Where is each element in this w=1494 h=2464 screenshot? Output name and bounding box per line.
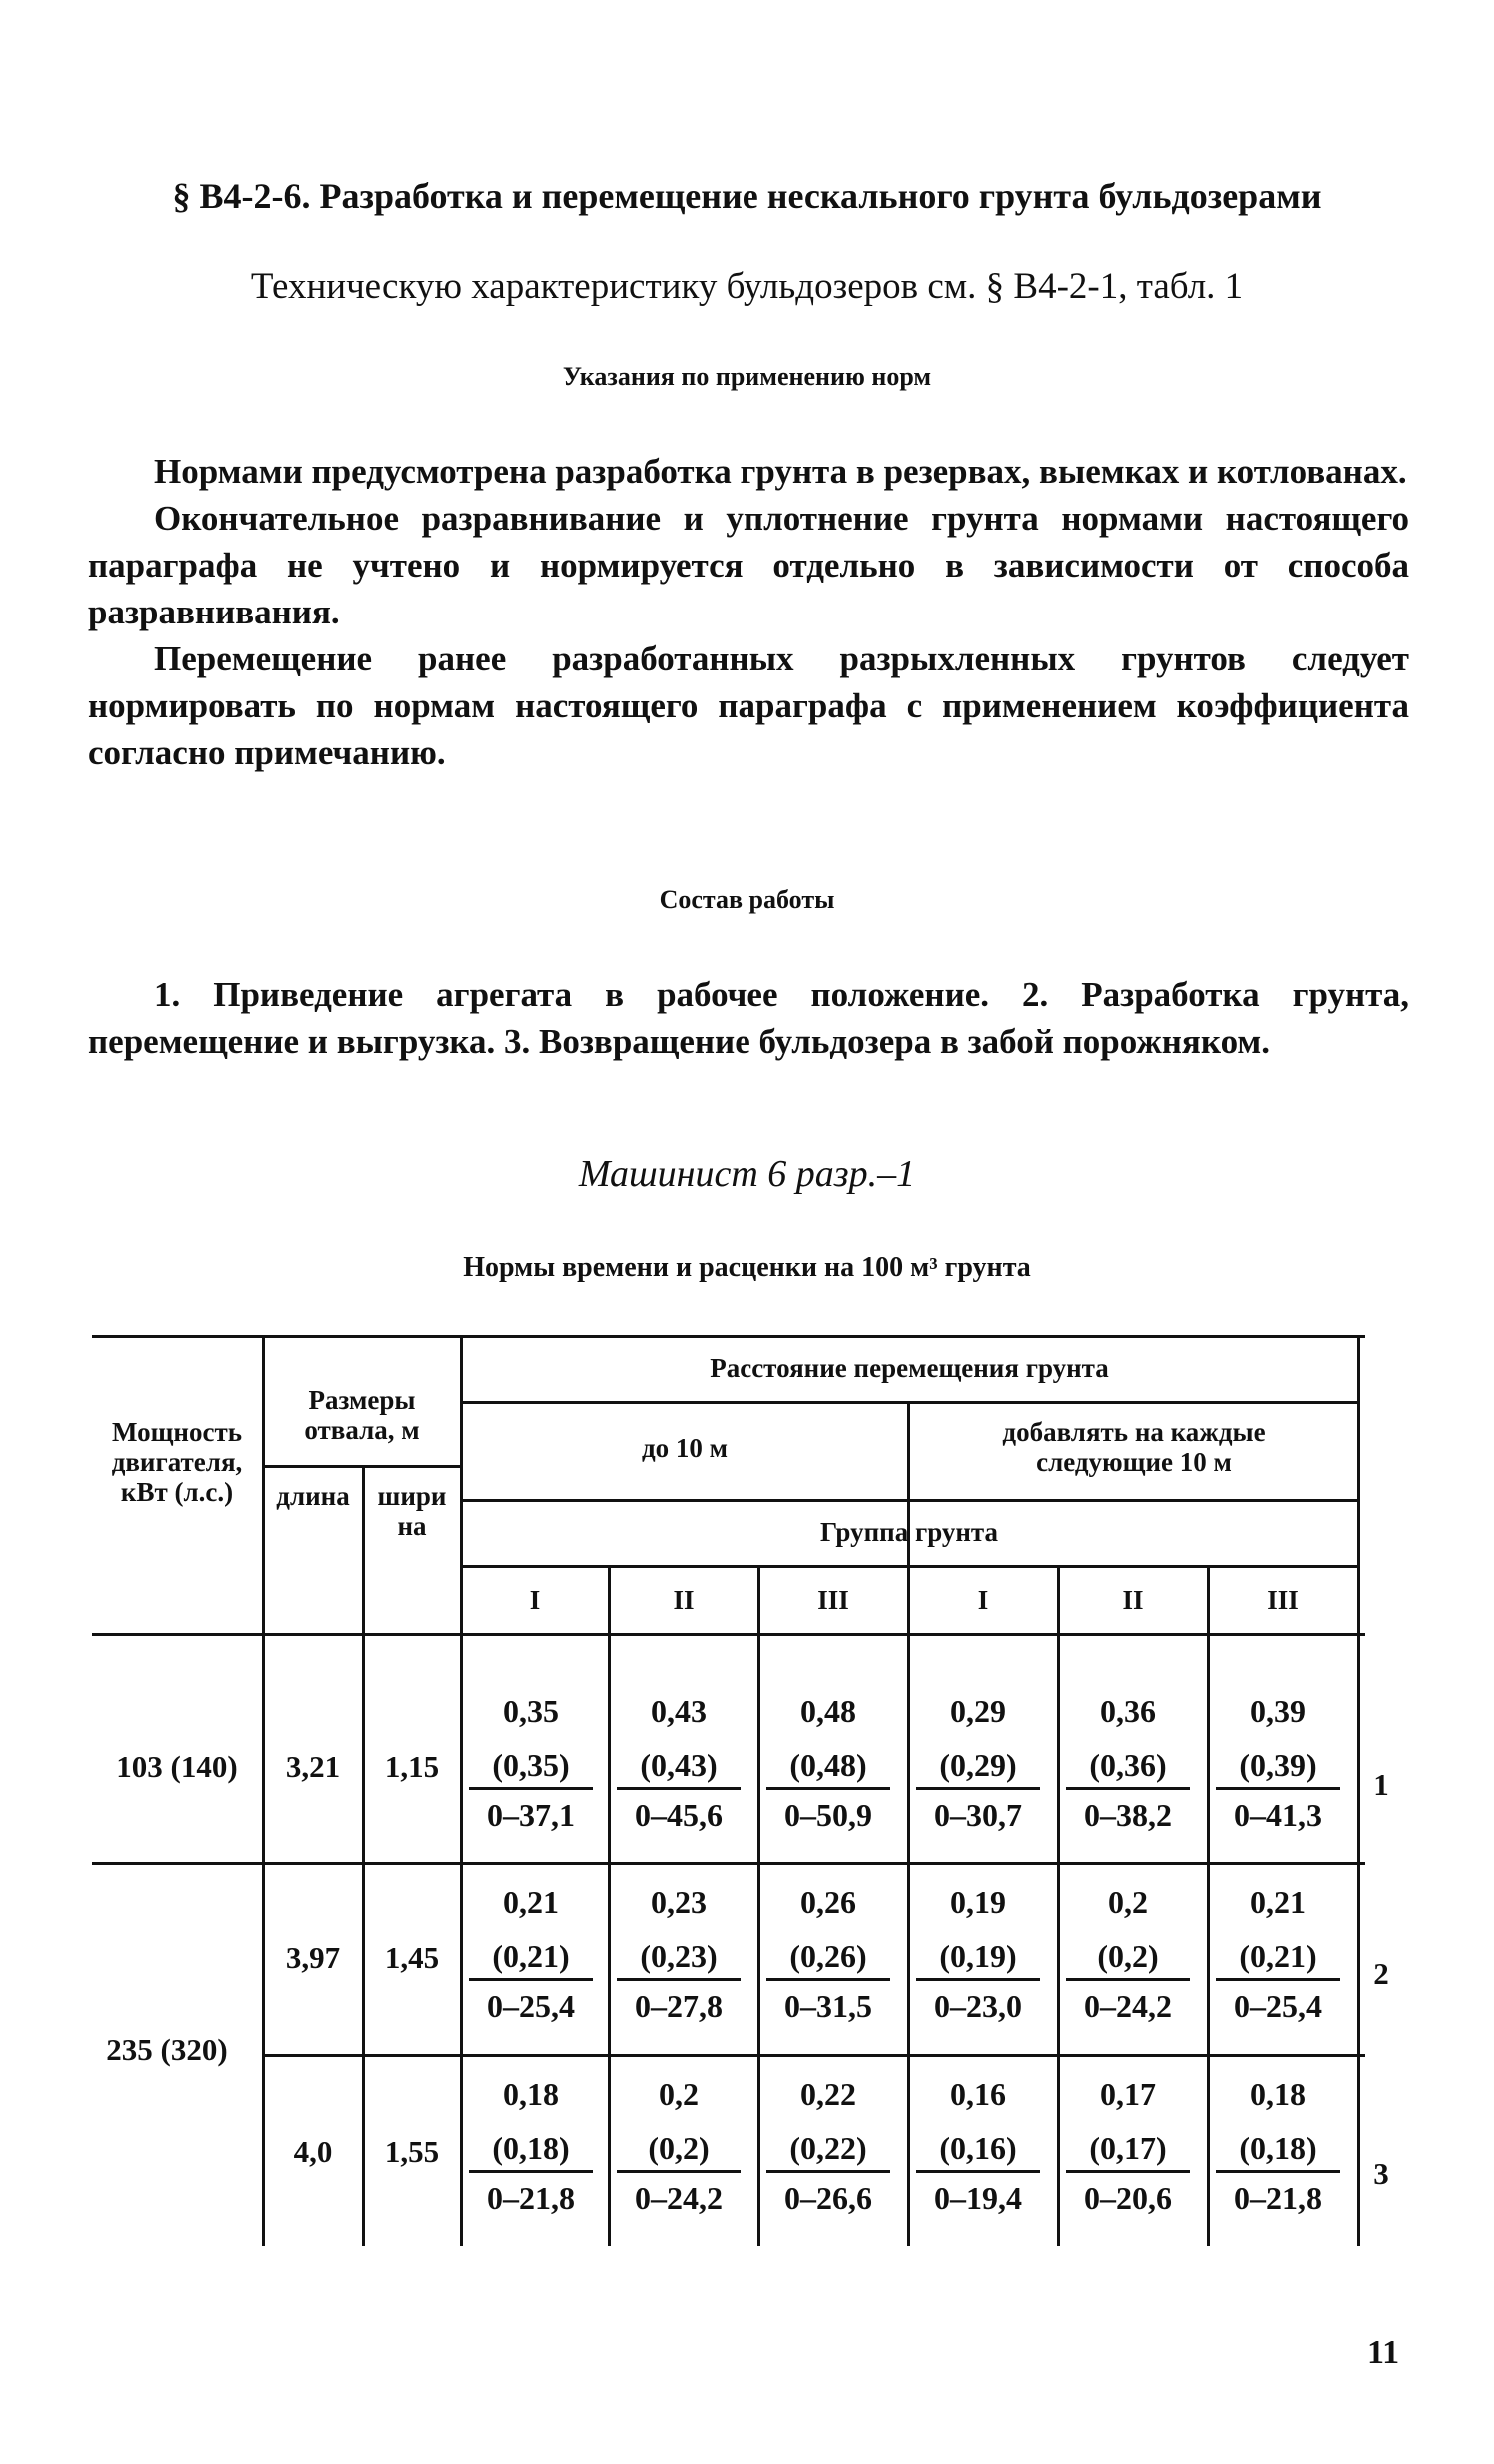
fraction-line: [1066, 2170, 1190, 2173]
norm-time-value: 0,21: [503, 1884, 559, 1920]
fraction-line: [1216, 1787, 1340, 1790]
guidance-paragraph-2: Окончательное разравнивание и уплотнение грунта нормами настоящего параграфа не учтено и нормируется отдельно в зависимости от способа разравнивания.: [88, 499, 1409, 631]
fraction-line: [617, 1787, 741, 1790]
section-heading: § В4-2-6. Разработка и перемещение нескального грунта бульдозерами: [172, 176, 1322, 216]
norm-time-value: 0,17: [1100, 2076, 1156, 2112]
vline-8: [1207, 1565, 1210, 2246]
fraction-line: [766, 1787, 890, 1790]
norm-time-value: 0,21: [1250, 1884, 1306, 1920]
guidance-paragraph-3: Перемещение ранее разработанных разрыхленных грунтов следует нормировать по нормам настоящего параграфа с применением коэффициента согласно примечанию.: [88, 639, 1409, 772]
rate-value: 0–38,2: [1084, 1797, 1172, 1833]
vline-7: [1057, 1565, 1060, 2246]
norm-time-value: 0,18: [1250, 2076, 1306, 2112]
fraction-line: [469, 1787, 593, 1790]
header-width: ширина: [377, 1481, 447, 1541]
norm-time-value: 0,2: [1108, 1884, 1148, 1920]
norm-time-value: 0,19: [950, 1884, 1006, 1920]
rule-distance-sub: [462, 1499, 1359, 1502]
group-ii-a: II: [673, 1585, 695, 1615]
vline-5: [757, 1565, 760, 2246]
vline-4: [608, 1565, 611, 2246]
subheading: Техническую характеристику бульдозеров см. § В4-2-1, табл. 1: [250, 266, 1244, 307]
norm-time-value: 0,29: [950, 1693, 1006, 1729]
rate-value: 0–19,4: [934, 2180, 1022, 2216]
norm-time-value: 0,2: [659, 2076, 699, 2112]
norm-time-value: 0,48: [800, 1693, 856, 1729]
header-upto10: до 10 м: [641, 1433, 729, 1463]
rate-value: 0–21,8: [1234, 2180, 1322, 2216]
vline-3: [460, 1335, 463, 2246]
rate-value: 0–25,4: [487, 1988, 575, 2024]
work-text: [88, 971, 1409, 1065]
fraction-line: [1216, 2170, 1340, 2173]
vline-1: [262, 1335, 265, 2246]
group-i-b: I: [977, 1585, 989, 1615]
row1-length: 3,21: [285, 1749, 341, 1784]
norm-time-paren: (0,48): [789, 1747, 867, 1783]
work-paragraph: 1. Приведение агрегата в рабочее положение. 2. Разработка грунта, перемещение и выгрузка. 3. Возвращение бульдозера в забой порожняком.: [88, 975, 1409, 1061]
row1-width: 1,15: [384, 1749, 440, 1784]
header-length: длина: [276, 1481, 350, 1511]
rate-value: 0–27,8: [635, 1988, 723, 2024]
rate-value: 0–45,6: [635, 1797, 723, 1833]
rate-value: 0–50,9: [784, 1797, 872, 1833]
norm-time-value: 0,43: [651, 1693, 707, 1729]
guidance-paragraph-1: Нормами предусмотрена разработка грунта в резервах, выемках и котлованах.: [154, 452, 1407, 491]
table-title: Нормы времени и расценки на 100 м³ грунта: [463, 1252, 1031, 1283]
norm-time-paren: (0,18): [492, 2130, 570, 2166]
norm-time-paren: (0,36): [1089, 1747, 1167, 1783]
row3-length: 4,0: [293, 2134, 333, 2169]
norm-time-paren: (0,43): [640, 1747, 718, 1783]
work-title: Состав работы: [659, 885, 835, 914]
worker-line: Машинист 6 разр.–1: [578, 1153, 916, 1195]
table-top-rule: [92, 1335, 1365, 1338]
norm-time-value: 0,22: [800, 2076, 856, 2112]
norm-time-paren: (0,26): [789, 1938, 867, 1974]
norm-time-paren: (0,35): [492, 1747, 570, 1783]
norm-time-paren: (0,39): [1239, 1747, 1317, 1783]
fraction-line: [916, 1787, 1040, 1790]
fraction-line: [469, 1978, 593, 1981]
row-rule-2: [262, 2054, 1365, 2057]
rate-value: 0–24,2: [1084, 1988, 1172, 2024]
rate-value: 0–26,6: [784, 2180, 872, 2216]
group-ii-b: II: [1122, 1585, 1144, 1615]
rate-value: 0–20,6: [1084, 2180, 1172, 2216]
row3-number: 3: [1373, 2156, 1389, 2191]
norm-time-paren: (0,2): [648, 2130, 710, 2166]
norm-time-paren: (0,16): [939, 2130, 1017, 2166]
norm-time-value: 0,36: [1100, 1693, 1156, 1729]
norm-time-value: 0,18: [503, 2076, 559, 2112]
rate-value: 0–23,0: [934, 1988, 1022, 2024]
page-number: 11: [1367, 2334, 1400, 2371]
fraction-line: [1066, 1978, 1190, 1981]
norm-time-paren: (0,17): [1089, 2130, 1167, 2166]
norm-time-paren: (0,18): [1239, 2130, 1317, 2166]
norm-time-paren: (0,29): [939, 1747, 1017, 1783]
fraction-line: [469, 2170, 593, 2173]
fraction-line: [766, 2170, 890, 2173]
row3-width: 1,55: [384, 2134, 440, 2169]
group-iii-b: III: [1267, 1585, 1299, 1615]
fraction-line: [617, 1978, 741, 1981]
row2-length: 3,97: [285, 1940, 341, 1975]
guidance-text: [88, 448, 1409, 776]
norm-time-paren: (0,2): [1097, 1938, 1159, 1974]
rate-value: 0–41,3: [1234, 1797, 1322, 1833]
norm-time-value: 0,35: [503, 1693, 559, 1729]
fraction-line: [617, 2170, 741, 2173]
group-iii-a: III: [817, 1585, 849, 1615]
fraction-line: [916, 2170, 1040, 2173]
row2-width: 1,45: [384, 1940, 440, 1975]
norm-time-paren: (0,23): [640, 1938, 718, 1974]
rate-value: 0–31,5: [784, 1988, 872, 2024]
norm-time-value: 0,16: [950, 2076, 1006, 2112]
fraction-line: [766, 1978, 890, 1981]
rate-value: 0–30,7: [934, 1797, 1022, 1833]
norm-time-paren: (0,22): [789, 2130, 867, 2166]
fraction-line: [1066, 1787, 1190, 1790]
header-add10: добавлять на каждые следующие 10 м: [1002, 1417, 1266, 1477]
fraction-line: [1216, 1978, 1340, 1981]
norm-time-value: 0,23: [651, 1884, 707, 1920]
norm-time-value: 0,26: [800, 1884, 856, 1920]
row2-number: 2: [1373, 1956, 1389, 1991]
row1-power: 103 (140): [116, 1749, 238, 1784]
header-group: Группа грунта: [819, 1517, 999, 1547]
norm-time-paren: (0,19): [939, 1938, 1017, 1974]
rule-group: [462, 1565, 1359, 1568]
rate-value: 0–21,8: [487, 2180, 575, 2216]
norm-time-paren: (0,21): [492, 1938, 570, 1974]
vline-9: [1357, 1335, 1360, 2246]
row-rule-1: [92, 1862, 1365, 1865]
rate-value: 0–25,4: [1234, 1988, 1322, 2024]
norm-time-paren: (0,21): [1239, 1938, 1317, 1974]
row2-power: 235 (320): [106, 2032, 228, 2067]
fraction-line: [916, 1978, 1040, 1981]
header-bottom-rule: [92, 1633, 1365, 1636]
header-distance: Расстояние перемещения грунта: [710, 1353, 1109, 1383]
guidance-title: Указания по применению норм: [562, 362, 932, 391]
header-power: Мощность двигателя, кВт (л.с.): [111, 1417, 243, 1507]
norm-time-value: 0,39: [1250, 1693, 1306, 1729]
rate-value: 0–24,2: [635, 2180, 723, 2216]
vline-2: [362, 1465, 365, 2246]
rate-value: 0–37,1: [487, 1797, 575, 1833]
group-i-a: I: [529, 1585, 541, 1615]
rule-distance: [462, 1401, 1359, 1404]
row1-number: 1: [1373, 1767, 1389, 1802]
header-blade: Размеры отвала, м: [304, 1385, 420, 1445]
